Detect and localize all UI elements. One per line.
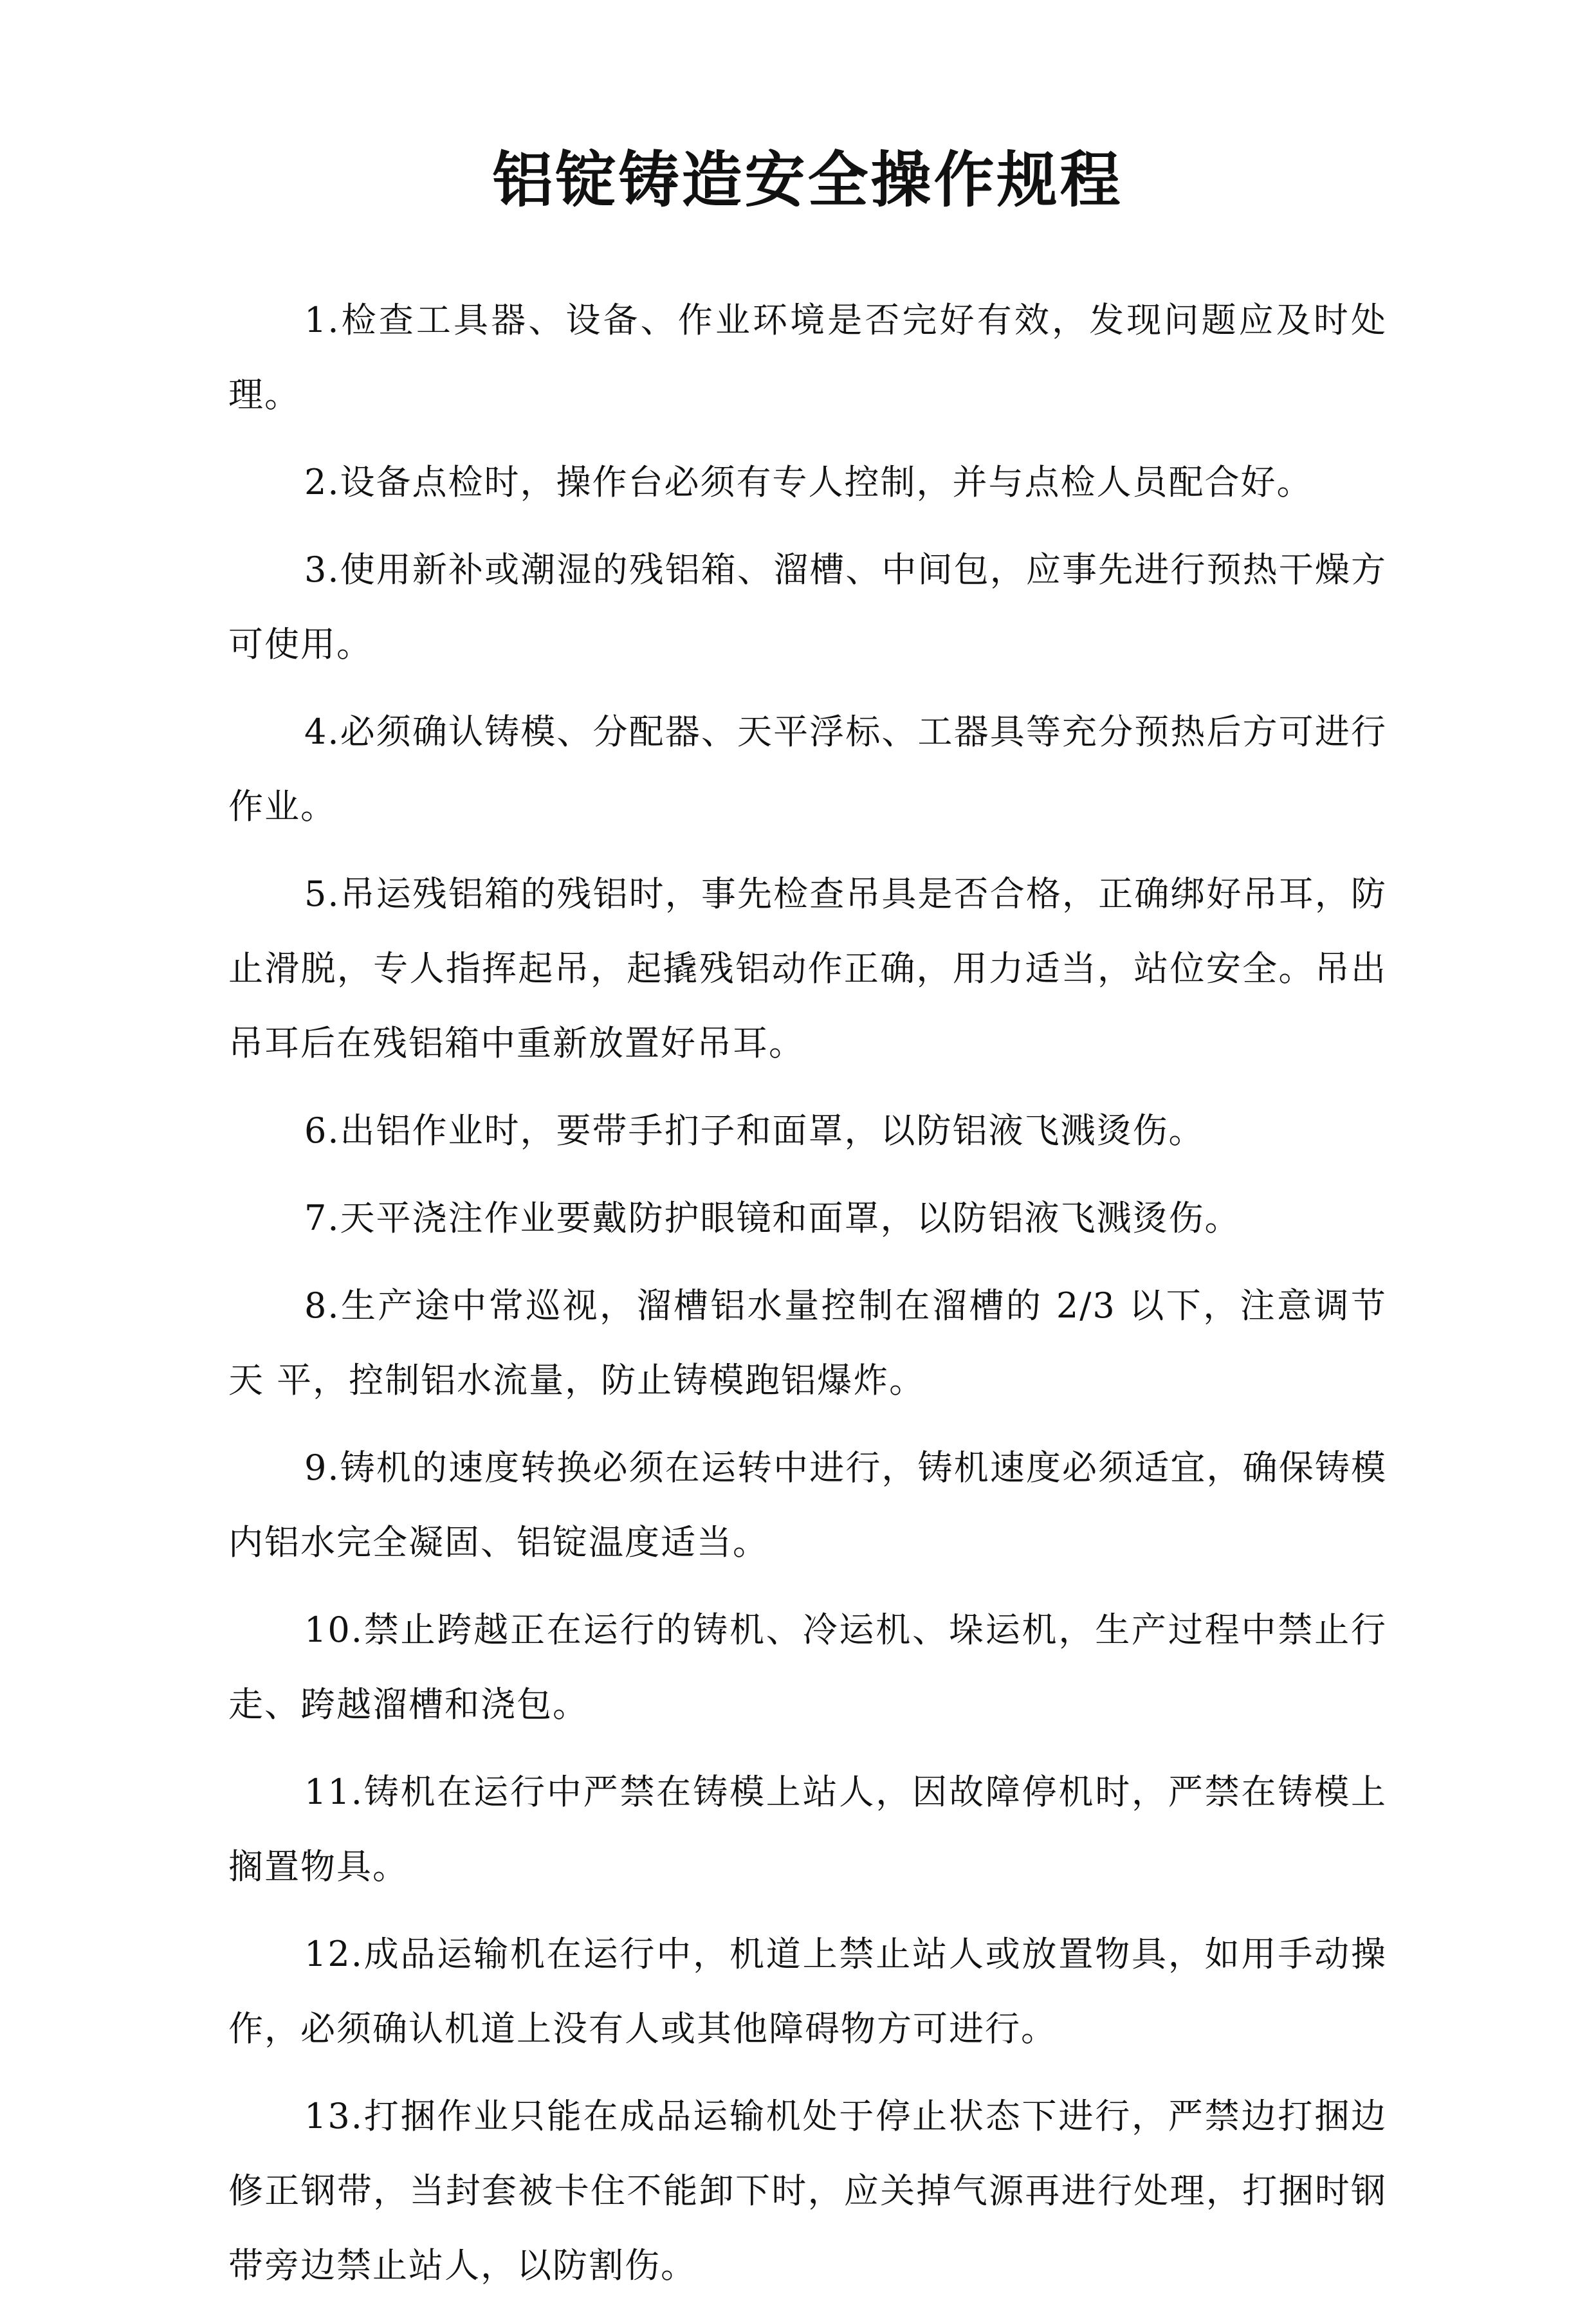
document-title: 铝锭铸造安全操作规程 (492, 145, 1123, 216)
rule-item-13: 13.打捆作业只能在成品运输机处于停止状态下进行，严禁边打捆边修正钢带，当封套被卡住不能卸下时，应关掉气源再进行处理，打捆时钢带旁边禁止站人，以防割伤。 (228, 2096, 1387, 2286)
rule-item-2: 2.设备点检时，操作台必须有专人控制，并与点检人员配合好。 (304, 462, 1313, 502)
rule-item-4: 4.必须确认铸模、分配器、天平浮标、工器具等充分预热后方可进行作业。 (228, 711, 1387, 827)
rule-item-1: 1.检查工具器、设备、作业环境是否完好有效，发现问题应及时处理。 (228, 300, 1387, 415)
rule-item-3: 3.使用新补或潮湿的残铝箱、溜槽、中间包，应事先进行预热干燥方可使用。 (228, 549, 1387, 665)
rule-item-7: 7.天平浇注作业要戴防护眼镜和面罩，以防铝液飞溅烫伤。 (304, 1198, 1241, 1238)
rule-item-8: 8.生产途中常巡视，溜槽铝水量控制在溜槽的 2/3 以下，注意调节天 平，控制铝水流量，防止铸模跑铝爆炸。 (228, 1285, 1387, 1400)
rule-item-12: 12.成品运输机在运行中，机道上禁止站人或放置物具，如用手动操作，必须确认机道上没有人或其他障碍物方可进行。 (228, 1934, 1387, 2049)
rule-item-6: 6.出铝作业时，要带手扪子和面罩，以防铝液飞溅烫伤。 (304, 1110, 1205, 1151)
rule-list (228, 283, 1387, 2303)
rule-item-11: 11.铸机在运行中严禁在铸模上站人，因故障停机时，严禁在铸模上 搁置物具。 (228, 1772, 1387, 1887)
rule-item-5: 5.吊运残铝箱的残铝时，事先检查吊具是否合格，正确绑好吊耳，防止滑脱，专人指挥起吊，起撬残铝动作正确，用力适当，站位安全。吊出吊耳后在残铝箱中重新放置好吊耳。 (228, 874, 1387, 1063)
rule-item-9: 9.铸机的速度转换必须在运转中进行，铸机速度必须适宜，确保铸模 内铝水完全凝固、铝锭温度适当。 (228, 1447, 1387, 1563)
rule-item-10: 10.禁止跨越正在运行的铸机、冷运机、垛运机，生产过程中禁止行走、跨越溜槽和浇包。 (228, 1610, 1387, 1725)
